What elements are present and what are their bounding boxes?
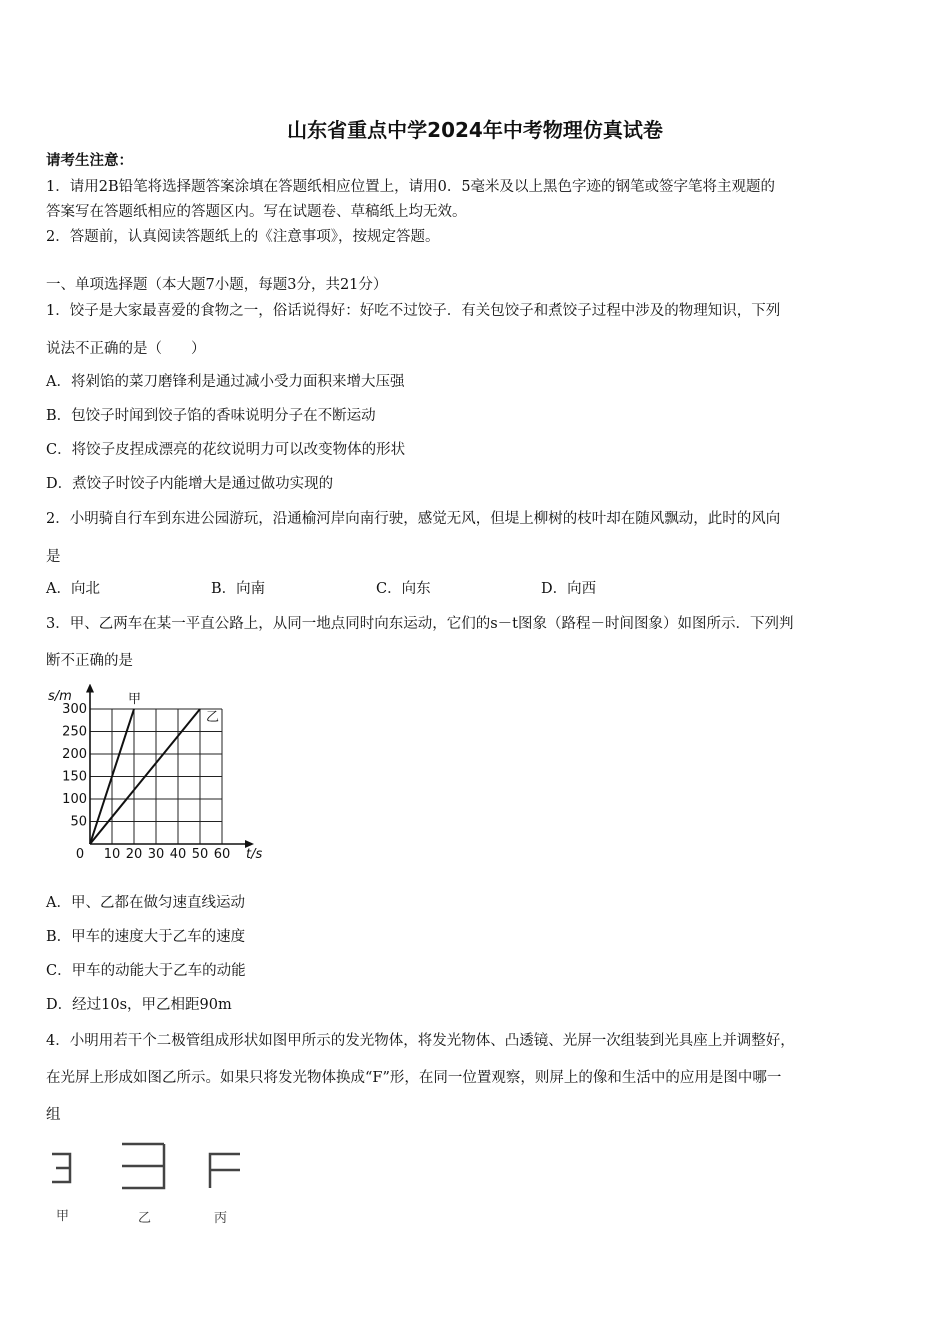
y-tick-label: 300 xyxy=(62,702,87,717)
figure-label-bing: 丙 xyxy=(214,1211,228,1226)
notice-heading: 请考生注意： xyxy=(46,152,133,169)
q1-stem-a: 1．饺子是大家最喜爱的食物之一，俗话说得好：好吃不过饺子．有关包饺子和煮饺子过程中涉及的物理知识，下列 xyxy=(46,303,781,319)
q2-option-c: C．向东 xyxy=(376,581,431,597)
x-tick-label: 60 xyxy=(213,847,231,862)
page-title: 山东省重点中学2024年中考物理仿真试卷 xyxy=(287,118,663,142)
q1-option-c: C．将饺子皮捏成漂亮的花纹说明力可以改变物体的形状 xyxy=(46,442,406,458)
q3-option-b: B．甲车的速度大于乙车的速度 xyxy=(46,929,246,945)
figure-label-jia: 甲 xyxy=(56,1209,70,1224)
q1-option-d: D．煮饺子时饺子内能增大是通过做功实现的 xyxy=(46,476,334,492)
q2-stem-a: 2．小明骑自行车到东进公园游玩，沿通榆河岸向南行驶，感觉无风，但堤上柳树的枝叶却在随风飘动，此时的风向 xyxy=(46,511,781,527)
x-tick-label: 0 xyxy=(75,847,85,862)
q2-option-b: B．向南 xyxy=(211,581,266,597)
q1-option-b: B．包饺子时闻到饺子馅的香味说明分子在不断运动 xyxy=(46,408,376,424)
x-tick-label: 10 xyxy=(103,847,121,862)
q3-stem-a: 3．甲、乙两车在某一平直公路上，从同一地点同时向东运动，它们的s－t图象（路程－时间图象）如图所示．下列判 xyxy=(46,616,794,632)
figure-bing-shape xyxy=(210,1154,240,1188)
x-tick-label: 20 xyxy=(125,847,143,862)
y-tick-label: 150 xyxy=(62,769,87,785)
y-axis-label: s/m xyxy=(48,689,72,704)
x-tick-label: 30 xyxy=(147,847,165,862)
q3-stem-b: 断不正确的是 xyxy=(46,653,133,669)
chart-grid xyxy=(90,709,222,844)
q4-figures xyxy=(44,1140,264,1230)
series-label-jia: 甲 xyxy=(128,692,142,707)
figure-label-yi: 乙 xyxy=(138,1211,152,1226)
x-tick-label: 50 xyxy=(191,847,209,862)
q1-option-a: A．将剁馅的菜刀磨锋利是通过减小受力面积来增大压强 xyxy=(46,374,405,390)
chart-labels xyxy=(48,689,262,862)
section-heading: 一、单项选择题（本大题7小题，每题3分，共21分） xyxy=(46,277,388,293)
notice-line-2: 2．答题前，认真阅读答题纸上的《注意事项》，按规定答题。 xyxy=(46,229,440,245)
figure-jia-shape xyxy=(52,1154,70,1182)
figure-yi-shape xyxy=(122,1144,164,1188)
y-axis-arrow xyxy=(86,684,94,693)
q2-option-d: D．向西 xyxy=(541,581,597,597)
q3-option-c: C．甲车的动能大于乙车的动能 xyxy=(46,963,246,979)
x-tick-label: 40 xyxy=(169,847,187,862)
st-chart xyxy=(44,684,264,866)
q1-stem-b: 说法不正确的是（ ） xyxy=(46,341,206,357)
q2-stem-b: 是 xyxy=(46,549,61,565)
y-tick-label: 250 xyxy=(62,724,87,740)
q3-option-a: A．甲、乙都在做匀速直线运动 xyxy=(46,895,245,911)
q2-option-a: A．向北 xyxy=(46,581,100,597)
y-tick-label: 200 xyxy=(62,747,87,762)
q4-stem-a: 4．小明用若干个二极管组成形状如图甲所示的发光物体，将发光物体、凸透镜、光屏一次组装到光具座上并调整好， xyxy=(46,1033,795,1049)
q4-stem-b: 在光屏上形成如图乙所示。如果只将发光物体换成“F”形，在同一位置观察，则屏上的像和生活中的应用是图中哪一 xyxy=(46,1070,782,1086)
q3-option-d: D．经过10s，甲乙相距90m xyxy=(46,997,232,1013)
y-tick-label: 100 xyxy=(62,792,87,807)
series-label-yi: 乙 xyxy=(206,710,220,725)
y-tick-label: 50 xyxy=(70,814,87,830)
x-axis-label: t/s xyxy=(246,847,263,862)
notice-line-1b: 答案写在答题纸相应的答题区内。写在试题卷、草稿纸上均无效。 xyxy=(46,204,467,220)
q4-stem-c: 组 xyxy=(46,1107,61,1123)
notice-line-1a: 1．请用2B铅笔将选择题答案涂填在答题纸相应位置上，请用0．5毫米及以上黑色字迹的钢笔或签字笔将主观题的 xyxy=(46,179,776,195)
